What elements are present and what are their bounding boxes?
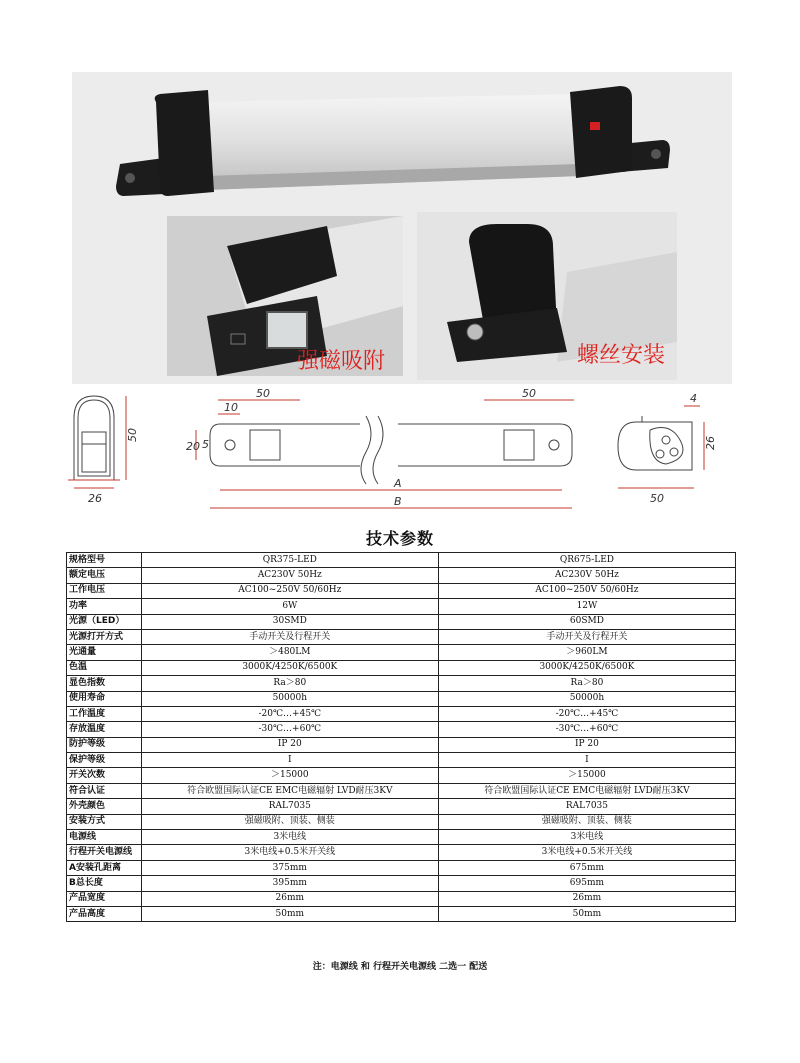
spec-value-375: ＞15000 xyxy=(141,768,438,783)
spec-label: 符合认证 xyxy=(67,783,142,798)
spec-label: 安装方式 xyxy=(67,814,142,829)
spec-label: 电源线 xyxy=(67,830,142,845)
spec-value-675: 50000h xyxy=(438,691,735,706)
table-row xyxy=(67,691,736,706)
spec-label: 规格型号 xyxy=(67,553,142,568)
table-row xyxy=(67,568,736,583)
table-row xyxy=(67,753,736,768)
table-row xyxy=(67,645,736,660)
lamp-photo xyxy=(72,72,732,212)
spec-label: 产品高度 xyxy=(67,906,142,921)
spec-label: 额定电压 xyxy=(67,568,142,583)
dim-front-5: 5 xyxy=(202,438,209,451)
dim-front-a: A xyxy=(394,477,402,490)
spec-value-375: AC230V 50Hz xyxy=(141,568,438,583)
spec-label: 工作电压 xyxy=(67,583,142,598)
spec-value-375: 50000h xyxy=(141,691,438,706)
dim-front-50-left: 50 xyxy=(256,387,270,400)
spec-value-375: 50mm xyxy=(141,906,438,921)
table-row xyxy=(67,845,736,860)
spec-value-675: ＞15000 xyxy=(438,768,735,783)
table-row xyxy=(67,660,736,675)
spec-value-675: QR675-LED xyxy=(438,553,735,568)
spec-value-375: 3米电线 xyxy=(141,830,438,845)
spec-value-375: AC100~250V 50/60Hz xyxy=(141,583,438,598)
caption-magnetic: 强磁吸附 xyxy=(297,349,386,374)
table-row xyxy=(67,629,736,644)
spec-label: A安装孔距离 xyxy=(67,860,142,875)
spec-value-675: RAL7035 xyxy=(438,799,735,814)
table-row xyxy=(67,676,736,691)
spec-value-675: 3米电线 xyxy=(438,830,735,845)
spec-value-375: RAL7035 xyxy=(141,799,438,814)
spec-value-675: Ra＞80 xyxy=(438,676,735,691)
table-row xyxy=(67,814,736,829)
spec-value-675: 强磁吸附、顶装、侧装 xyxy=(438,814,735,829)
table-row xyxy=(67,906,736,921)
spec-label: 色温 xyxy=(67,660,142,675)
dim-front-50-right: 50 xyxy=(522,387,536,400)
side-profile-drawing xyxy=(68,396,126,488)
table-row xyxy=(67,706,736,721)
spec-label: 外壳颜色 xyxy=(67,799,142,814)
table-row xyxy=(67,799,736,814)
spec-value-375: 符合欧盟国际认证CE EMC电磁辐射 LVD耐压3KV xyxy=(141,783,438,798)
spec-value-375: 3米电线+0.5米开关线 xyxy=(141,845,438,860)
spec-value-675: -20℃…+45℃ xyxy=(438,706,735,721)
spec-value-375: QR375-LED xyxy=(141,553,438,568)
spec-value-675: 50mm xyxy=(438,906,735,921)
spec-value-375: 手动开关及行程开关 xyxy=(141,629,438,644)
spec-label: 功率 xyxy=(67,599,142,614)
spec-label: 光源打开方式 xyxy=(67,629,142,644)
spec-value-675: 12W xyxy=(438,599,735,614)
table-row xyxy=(67,583,736,598)
spec-value-375: 26mm xyxy=(141,891,438,906)
table-row xyxy=(67,614,736,629)
spec-value-675: AC100~250V 50/60Hz xyxy=(438,583,735,598)
table-row xyxy=(67,860,736,875)
spec-label: 显色指数 xyxy=(67,676,142,691)
spec-label: 使用寿命 xyxy=(67,691,142,706)
dim-side-width: 26 xyxy=(88,492,102,505)
dim-front-20: 20 xyxy=(186,440,200,453)
dim-side-height: 50 xyxy=(126,428,139,442)
magnetic-mount-photo xyxy=(167,216,403,376)
spec-value-375: 强磁吸附、顶装、侧装 xyxy=(141,814,438,829)
spec-label: B总长度 xyxy=(67,876,142,891)
dim-front-10: 10 xyxy=(224,401,238,414)
table-row xyxy=(67,599,736,614)
spec-label: 开关次数 xyxy=(67,768,142,783)
spec-value-675: 60SMD xyxy=(438,614,735,629)
spec-value-675: 3000K/4250K/6500K xyxy=(438,660,735,675)
spec-value-375: ＞480LM xyxy=(141,645,438,660)
dim-end-50: 50 xyxy=(650,492,664,505)
table-row xyxy=(67,783,736,798)
spec-value-375: 6W xyxy=(141,599,438,614)
spec-value-375: 30SMD xyxy=(141,614,438,629)
spec-value-375: IP 20 xyxy=(141,737,438,752)
spec-value-375: -30℃…+60℃ xyxy=(141,722,438,737)
product-photo-panel xyxy=(72,72,732,384)
spec-value-675: 手动开关及行程开关 xyxy=(438,629,735,644)
table-row xyxy=(67,891,736,906)
spec-label: 产品宽度 xyxy=(67,891,142,906)
caption-screw: 螺丝安装 xyxy=(577,343,666,368)
dim-end-26: 26 xyxy=(704,436,717,450)
spec-value-675: 675mm xyxy=(438,860,735,875)
spec-label: 光源（LED） xyxy=(67,614,142,629)
spec-value-375: 3000K/4250K/6500K xyxy=(141,660,438,675)
end-view-drawing xyxy=(618,406,704,488)
table-row xyxy=(67,722,736,737)
spec-value-675: 3米电线+0.5米开关线 xyxy=(438,845,735,860)
spec-value-675: 695mm xyxy=(438,876,735,891)
spec-label: 存放温度 xyxy=(67,722,142,737)
spec-value-675: I xyxy=(438,753,735,768)
table-row xyxy=(67,830,736,845)
spec-value-675: 26mm xyxy=(438,891,735,906)
spec-value-675: -30℃…+60℃ xyxy=(438,722,735,737)
table-row xyxy=(67,737,736,752)
dim-front-b: B xyxy=(394,495,402,508)
spec-value-675: AC230V 50Hz xyxy=(438,568,735,583)
table-row xyxy=(67,768,736,783)
front-elevation-drawing xyxy=(196,400,574,508)
page-title: 技术参数 xyxy=(365,529,434,548)
spec-value-675: 符合欧盟国际认证CE EMC电磁辐射 LVD耐压3KV xyxy=(438,783,735,798)
spec-label: 防护等级 xyxy=(67,737,142,752)
spec-value-675: IP 20 xyxy=(438,737,735,752)
spec-value-375: 375mm xyxy=(141,860,438,875)
spec-value-675: ＞960LM xyxy=(438,645,735,660)
spec-label: 光通量 xyxy=(67,645,142,660)
technical-drawings xyxy=(60,384,760,524)
spec-value-375: Ra＞80 xyxy=(141,676,438,691)
spec-value-375: I xyxy=(141,753,438,768)
spec-value-375: 395mm xyxy=(141,876,438,891)
dim-end-4: 4 xyxy=(690,392,697,405)
spec-table xyxy=(66,552,736,922)
spec-label: 工作温度 xyxy=(67,706,142,721)
table-row xyxy=(67,553,736,568)
spec-value-375: -20℃…+45℃ xyxy=(141,706,438,721)
spec-label: 行程开关电源线 xyxy=(67,845,142,860)
table-row xyxy=(67,876,736,891)
footnote: 注：电源线 和 行程开关电源线 二选一 配送 xyxy=(312,962,488,972)
screw-mount-photo xyxy=(417,212,677,380)
spec-label: 保护等级 xyxy=(67,753,142,768)
